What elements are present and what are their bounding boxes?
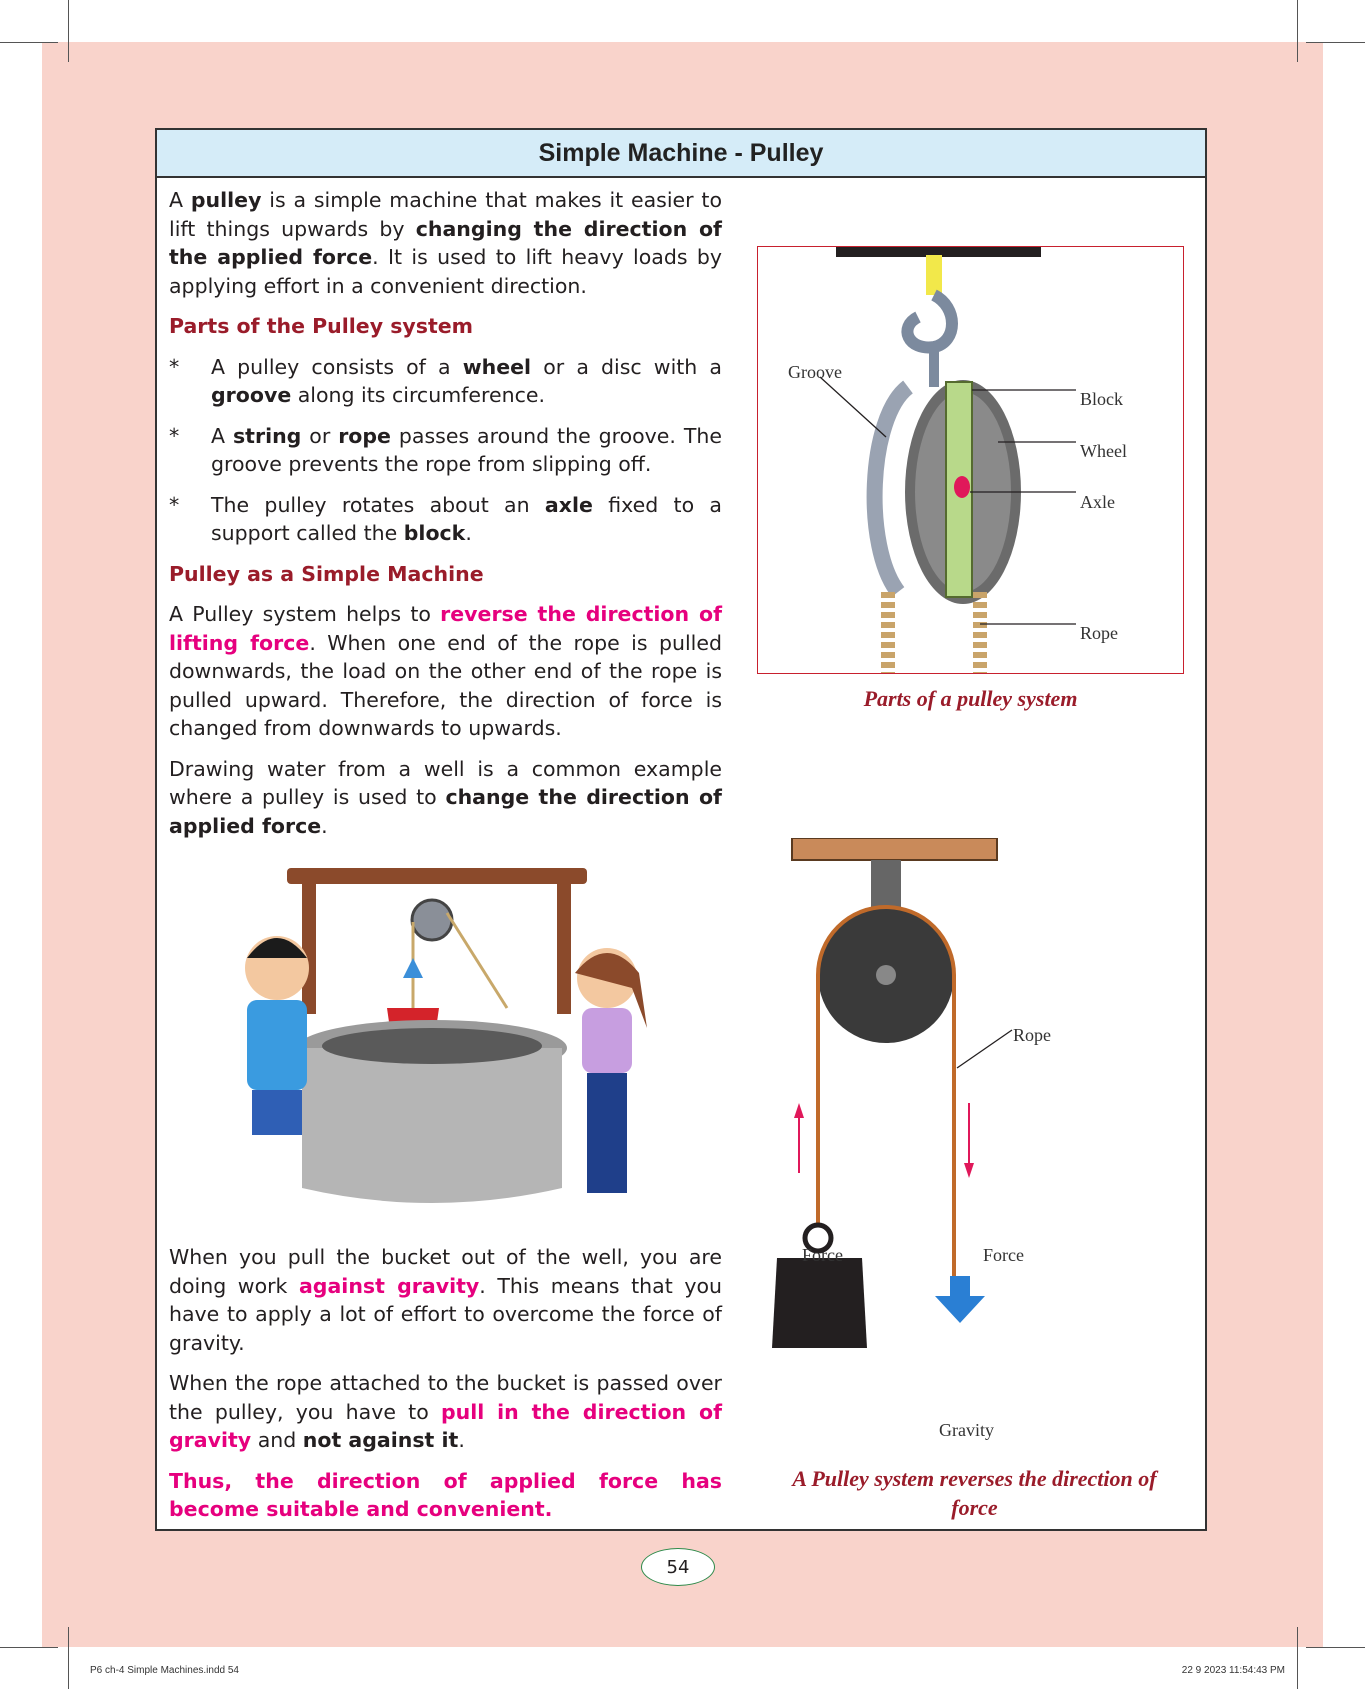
crop-mark — [1306, 1647, 1365, 1648]
text: When the rope attached to the bucket is passed over the pulley, you have to — [169, 1371, 722, 1424]
parts-caption: Parts of a pulley system — [863, 686, 1078, 711]
text: . When one end of the rope is pulled downwards, the load on the other end of the rope is pulled upward. Therefore, the direction of force is changed from downwards to upwards. — [169, 630, 722, 740]
text: and — [251, 1428, 303, 1452]
force-label-rope: Rope — [1013, 1025, 1051, 1045]
text: . — [458, 1428, 465, 1452]
up-arrow-icon — [403, 958, 423, 978]
slug-left: P6 ch-4 Simple Machines.indd 54 — [90, 1665, 239, 1676]
conclusion: Thus, the direction of applied force has become suitable and convenient. — [169, 1468, 722, 1521]
crop-mark — [1306, 42, 1365, 43]
text: When you pull the bucket out of the well, you are doing work — [169, 1245, 722, 1298]
bullet-symbol: * — [169, 492, 180, 517]
bold-text: string — [232, 423, 302, 448]
gravity-label: Gravity — [939, 1420, 994, 1440]
groove-leader — [820, 377, 886, 437]
slug-right: 22 9 2023 11:54:43 PM — [1181, 1665, 1285, 1676]
label-axle: Axle — [1080, 492, 1115, 512]
support-beam — [792, 838, 997, 860]
label-wheel: Wheel — [1080, 441, 1127, 461]
rope-leader — [957, 1030, 1012, 1068]
crop-mark — [1297, 1627, 1298, 1689]
text: A — [169, 188, 191, 212]
block-frame-left — [875, 387, 908, 592]
machine-heading: Pulley as a Simple Machine — [169, 561, 484, 586]
label-groove: Groove — [788, 362, 842, 382]
crop-mark — [1297, 0, 1298, 62]
well-beam — [287, 868, 587, 884]
bullet-symbol: * — [169, 423, 180, 448]
force-illustration — [757, 838, 1184, 1398]
bullet-symbol: * — [169, 354, 180, 379]
bullet-text — [211, 491, 722, 548]
text: Drawing water from a well is a common example where a pulley is used to — [169, 756, 722, 809]
parts-figure — [757, 246, 1184, 674]
label-rope: Rope — [1080, 623, 1118, 643]
bold-text: wheel — [462, 354, 532, 379]
text: . — [465, 521, 472, 545]
bullet-item — [169, 353, 722, 410]
text: . — [321, 813, 328, 838]
well-post-right — [557, 884, 571, 1014]
force-label-right: Force — [983, 1245, 1024, 1265]
text: A — [211, 423, 233, 448]
force-up-arrow-icon — [794, 1103, 804, 1118]
force-down-arrow-icon — [964, 1163, 974, 1178]
text: or a disc with a — [531, 354, 722, 379]
well-illustration — [207, 858, 707, 1228]
bold-text: block — [403, 521, 466, 545]
bullet-item — [169, 491, 722, 548]
upper-text-column — [169, 186, 722, 852]
bold-text: not against it — [302, 1428, 459, 1452]
crop-mark — [68, 1627, 69, 1689]
force-label-left: Force — [802, 1245, 843, 1265]
boy-hair — [247, 938, 307, 958]
text: A Pulley system helps to — [169, 602, 441, 626]
hook — [907, 295, 952, 347]
crop-mark — [68, 0, 69, 62]
bold-text: change the direction of applied force — [169, 785, 722, 838]
bullet-item — [169, 422, 722, 479]
bullet-text — [211, 353, 722, 410]
text: A pulley consists of a — [211, 354, 463, 379]
label-block: Block — [1080, 389, 1123, 409]
bold-text: axle — [544, 492, 593, 517]
text: or — [301, 423, 339, 448]
text: fixed to a support called the — [211, 492, 722, 545]
gravity-arrow-icon — [935, 1276, 985, 1323]
bullet-text — [211, 422, 722, 479]
well-hole — [322, 1028, 542, 1064]
bold-text: groove — [211, 383, 292, 407]
axle — [954, 476, 970, 498]
crop-mark — [0, 1647, 58, 1648]
well-pulley — [412, 900, 452, 940]
yellow-mount — [926, 255, 942, 295]
highlight-text: reverse the direction of lifting force — [169, 602, 722, 655]
well-wall — [302, 1048, 562, 1203]
content-panel — [155, 128, 1207, 1531]
load-label: LOAD — [790, 1378, 850, 1400]
force-pulley-axle — [876, 965, 896, 985]
page-number: 54 — [641, 1548, 715, 1586]
reverse-paragraph — [169, 600, 722, 743]
text: along its circumference. — [291, 383, 545, 407]
rope-paragraph — [169, 1369, 722, 1455]
text: The pulley rotates about an — [211, 492, 545, 517]
bold-text: changing the direction of the applied force — [169, 216, 722, 269]
force-caption: A Pulley system reverses the direction of force — [792, 1466, 1157, 1520]
load-weight — [772, 1258, 867, 1348]
highlight-text: against gravity — [298, 1273, 480, 1298]
boy-shirt — [247, 1000, 307, 1090]
well-rope-pull — [447, 913, 507, 1008]
gravity-paragraph — [169, 1243, 722, 1357]
well-paragraph — [169, 755, 722, 841]
well-post-left — [302, 884, 316, 1014]
text: . This means that you have to apply a lot of effort to overcome the force of gravity. — [169, 1273, 722, 1355]
girl-jeans — [587, 1073, 627, 1193]
page-title: Simple Machine - Pulley — [157, 130, 1205, 178]
highlight-text: pull in the direction of gravity — [169, 1399, 722, 1452]
girl-shirt — [582, 1008, 632, 1073]
bold-text: pulley — [190, 188, 262, 212]
text: is a simple machine that makes it easier to lift things upwards by — [169, 188, 722, 241]
lower-text-column — [169, 1243, 722, 1536]
intro-paragraph — [169, 186, 722, 300]
crop-mark — [0, 42, 58, 43]
text: passes around the groove. The groove prevents the rope from slipping off. — [211, 423, 722, 476]
text: . It is used to lift heavy loads by applying effort in a convenient direction. — [169, 245, 722, 298]
parts-heading: Parts of the Pulley system — [169, 314, 474, 338]
boy-shorts — [252, 1090, 302, 1135]
bold-text: rope — [338, 423, 391, 448]
